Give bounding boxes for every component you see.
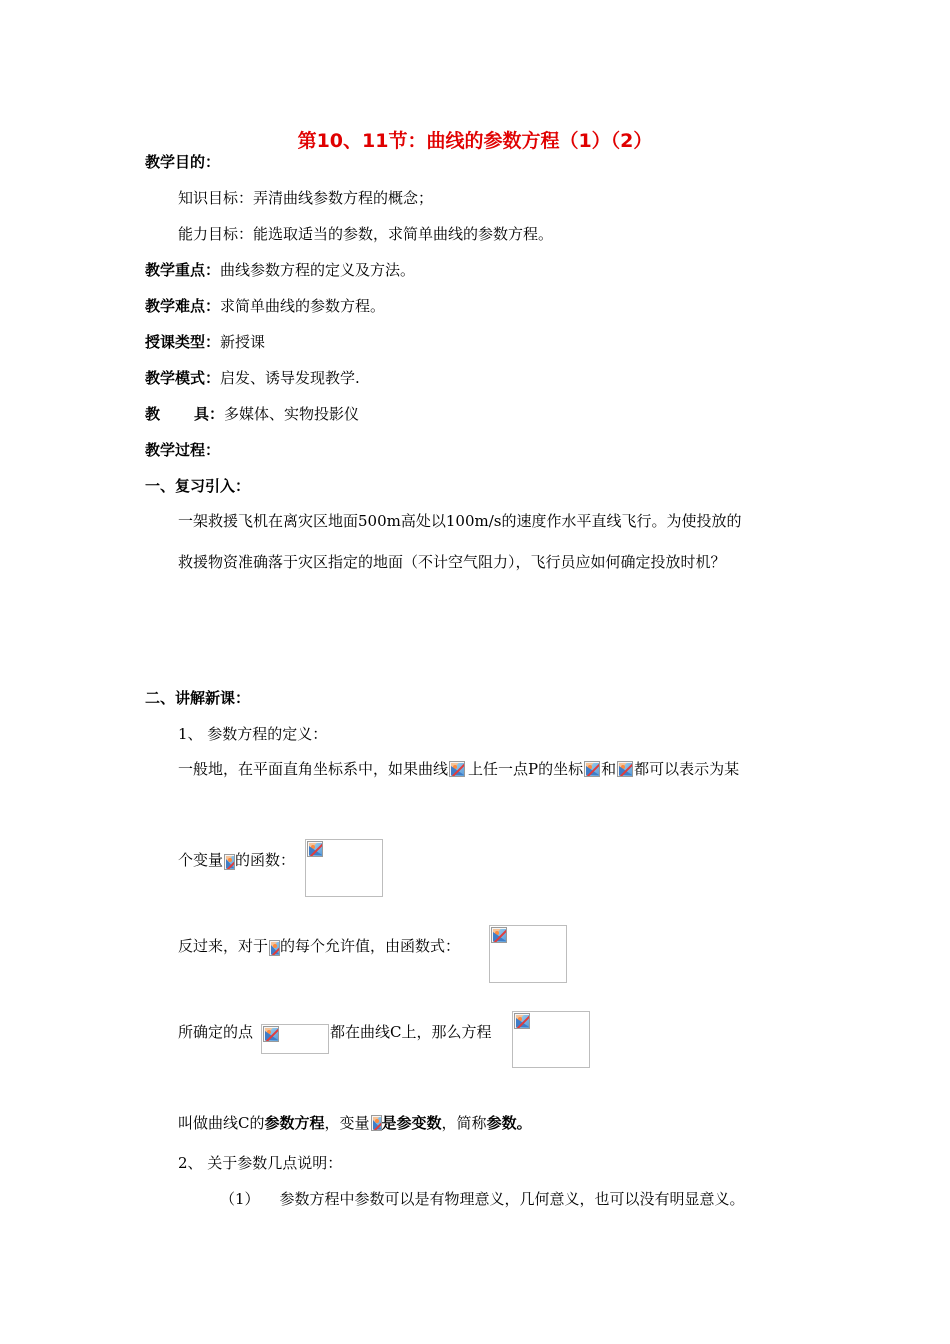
objectives-heading: 教学目的： (145, 153, 221, 171)
note-1 (220, 1189, 745, 1209)
reverse-line (178, 936, 460, 959)
definition-item: 1、 参数方程的定义： (178, 725, 328, 743)
coord-y-formula-image (616, 760, 634, 780)
definition-text-c: 和 (601, 760, 617, 778)
ability-objective: 能力目标：能选取适当的参数，求简单曲线的参数方程。 (178, 225, 554, 243)
reverse-text-a: 反过来，对于 (178, 937, 269, 955)
parametric-function-formula-image (305, 839, 383, 897)
section1-line1: 一架救援飞机在离灾区地面500m高处以100m/s的速度作水平直线飞行。为使投放的 (178, 512, 742, 530)
broken-image-icon (449, 761, 465, 777)
definition-text-b: 上任一点P的坐标 (468, 760, 584, 778)
variable-t-formula-image (268, 939, 280, 959)
difficulty (145, 296, 385, 316)
note-1-number: （1） (220, 1190, 260, 1208)
conclusion-text-c: ，变量 (324, 1114, 370, 1132)
key-point-text: 曲线参数方程的定义及方法。 (220, 261, 416, 279)
difficulty-text: 求简单曲线的参数方程。 (220, 297, 386, 315)
broken-image-icon (514, 1013, 530, 1029)
conclusion-text-a: 叫做曲线C的 (178, 1114, 265, 1132)
broken-image-icon (491, 927, 507, 943)
tools-label-a: 教 (145, 405, 161, 423)
broken-image-icon (269, 940, 280, 956)
parametric-equation-formula-image (512, 1011, 590, 1068)
tools-label-b: 具： (194, 405, 225, 423)
function-text-a: 个变量 (178, 851, 224, 869)
broken-image-icon (263, 1026, 279, 1042)
variable-t-formula-image (370, 1114, 382, 1134)
point-line-continued (330, 1022, 491, 1042)
page-title: 第10、11节：曲线的参数方程（1）（2） (297, 130, 653, 152)
broken-image-icon (224, 854, 235, 870)
process-heading: 教学过程： (145, 441, 221, 459)
term-parametric-equation: 参数方程 (264, 1114, 325, 1132)
coord-x-formula-image (583, 760, 601, 780)
notes-item: 2、 关于参数几点说明： (178, 1154, 343, 1172)
variable-t-formula-image (223, 853, 235, 873)
term-parameter: 参数。 (486, 1114, 532, 1132)
function-formula-image (489, 925, 567, 983)
point-text-b: 都在曲线C上，那么方程 (330, 1023, 492, 1041)
lesson-type (145, 332, 265, 352)
function-text-b: 的函数： (235, 851, 296, 869)
note-1-text: 参数方程中参数可以是有物理意义，几何意义，也可以没有明显意义。 (279, 1190, 745, 1208)
lesson-type-label: 授课类型： (145, 333, 221, 351)
lesson-type-text: 新授课 (220, 333, 266, 351)
key-point-label: 教学重点： (145, 261, 221, 279)
point-text-a: 所确定的点 (178, 1023, 254, 1041)
section1-line2: 救援物资准确落于灾区指定的地面（不计空气阻力），飞行员应如何确定投放时机？ (178, 553, 726, 571)
section2-heading: 二、讲解新课： (145, 689, 251, 707)
teaching-mode-label: 教学模式： (145, 369, 221, 387)
function-line (178, 850, 295, 873)
teaching-mode-text: 启发、诱导发现教学. (220, 369, 360, 387)
key-point (145, 260, 415, 280)
teaching-tools (145, 404, 359, 424)
difficulty-label: 教学难点： (145, 297, 221, 315)
knowledge-objective: 知识目标：弄清曲线参数方程的概念； (178, 189, 434, 207)
conclusion-text-f: ，简称 (441, 1114, 487, 1132)
definition-text-a: 一般地，在平面直角坐标系中，如果曲线 (178, 760, 449, 778)
teaching-mode (145, 368, 360, 388)
definition-conclusion (178, 1113, 532, 1134)
broken-image-icon (617, 761, 633, 777)
broken-image-icon (307, 841, 323, 857)
definition-line (178, 759, 739, 781)
point-line (178, 1022, 253, 1042)
point-p-formula-image (261, 1024, 329, 1054)
definition-text-d: 都可以表示为某 (634, 760, 740, 778)
section1-heading: 一、复习引入： (145, 477, 251, 495)
term-parameter-variable: 参变数 (396, 1114, 442, 1132)
conclusion-text-d: 是 (381, 1114, 397, 1132)
reverse-text-b: 的每个允许值，由函数式： (280, 937, 461, 955)
curve-c-formula-image (448, 760, 468, 780)
tools-text: 多媒体、实物投影仪 (224, 405, 360, 423)
broken-image-icon (584, 761, 600, 777)
broken-image-icon (371, 1115, 382, 1131)
